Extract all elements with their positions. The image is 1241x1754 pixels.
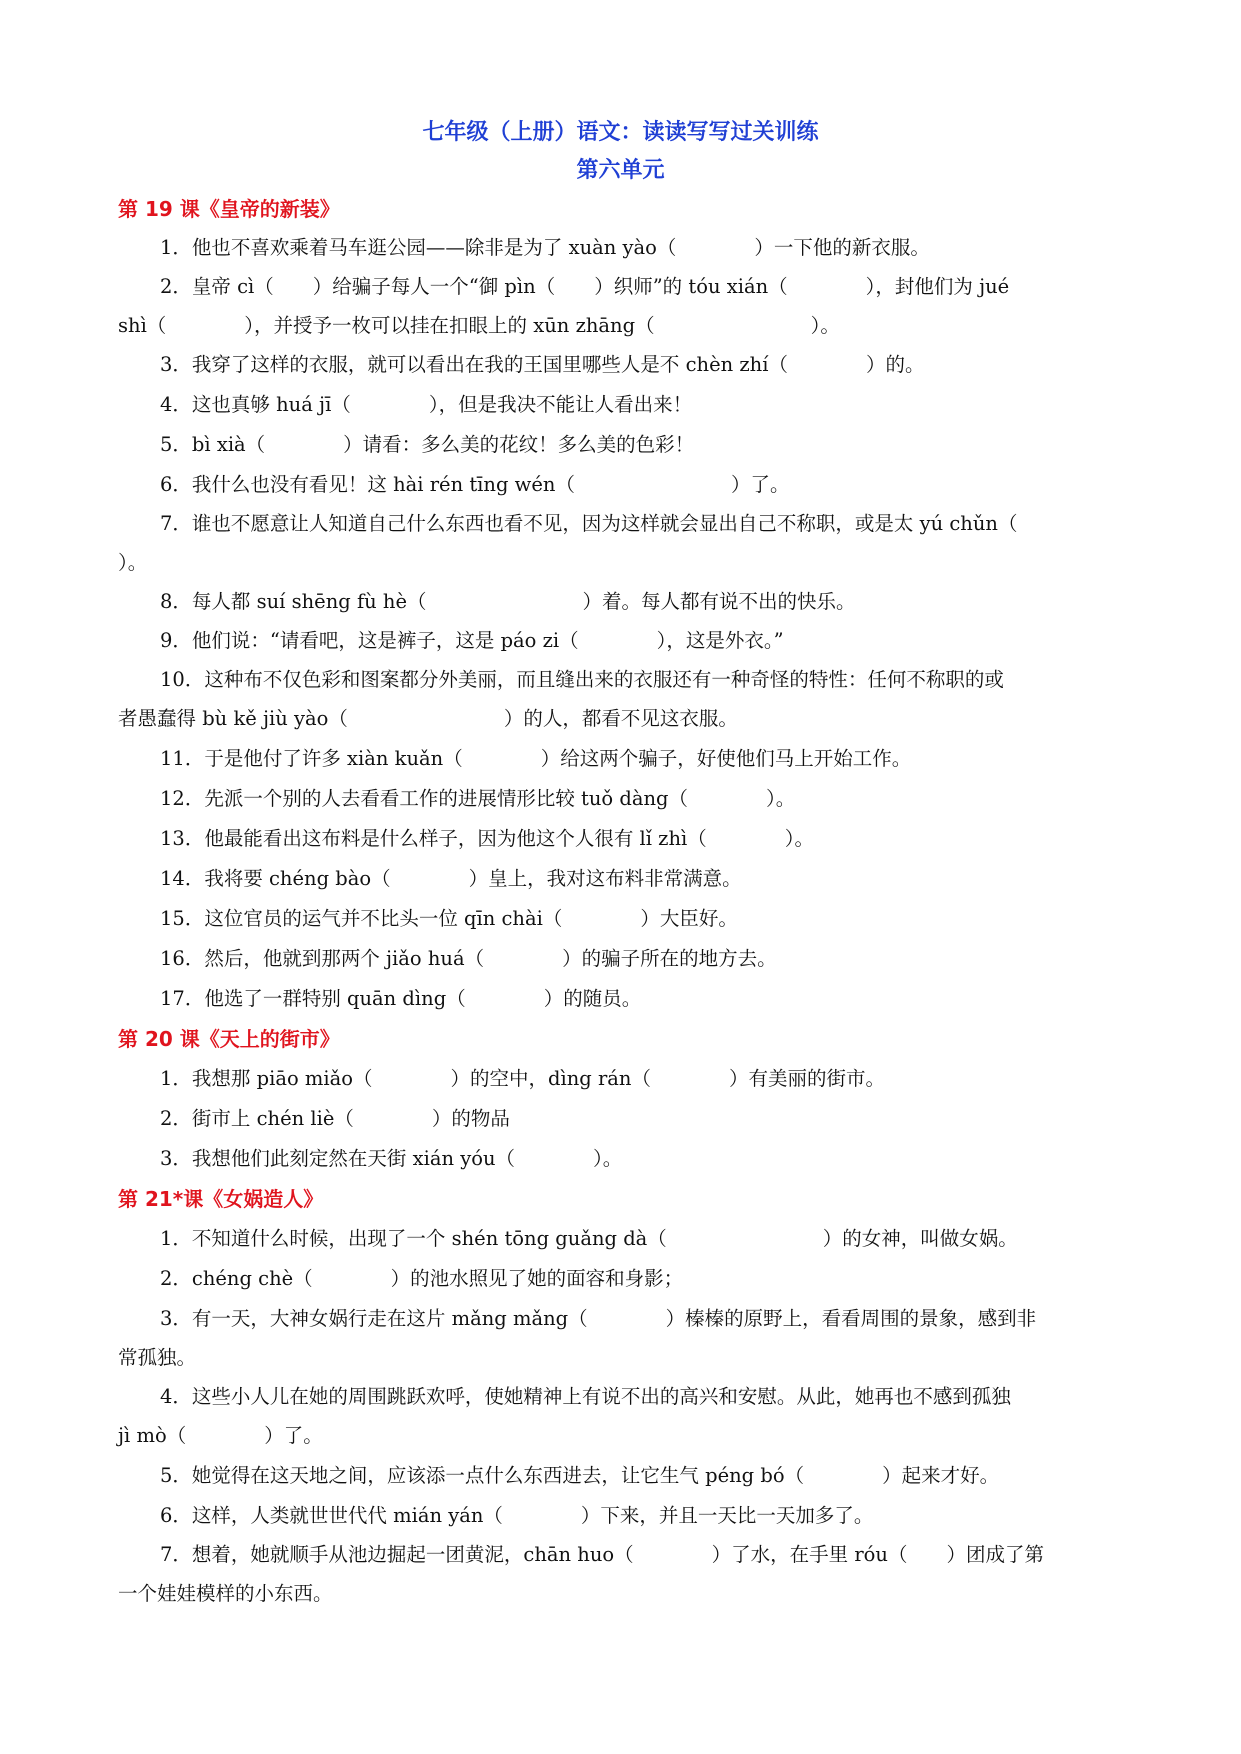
- exercise-line-continued: ）。: [118, 551, 148, 574]
- exercise-line: 1．我想那 piāo miǎo（ ）的空中，dìng rán（ ）有美丽的街市。: [160, 1067, 885, 1090]
- exercise-line-continued: 者愚蠢得 bù kě jiù yào（ ）的人，都看不见这衣服。: [118, 707, 738, 730]
- exercise-line: 6．这样，人类就世世代代 mián yán（ ）下来，并且一天比一天加多了。: [160, 1504, 874, 1527]
- exercise-line-continued: 常孤独。: [118, 1346, 197, 1369]
- exercise-line: 14．我将要 chéng bào（ ）皇上，我对这布料非常满意。: [160, 867, 742, 890]
- exercise-line: 7．谁也不愿意让人知道自己什么东西也看不见，因为这样就会显出自己不称职，或是太 yú chǔn（: [160, 512, 1018, 535]
- exercise-line-continued: jì mò（ ）了。: [118, 1424, 323, 1447]
- exercise-line: 4．这些小人儿在她的周围跳跃欢呼，使她精神上有说不出的高兴和安慰。从此，她再也不感到孤独: [160, 1385, 1011, 1408]
- exercise-line-continued: shì（ ），并授予一枚可以挂在扣眼上的 xūn zhāng（ ）。: [118, 314, 840, 337]
- exercise-line: 1．他也不喜欢乘着马车逛公园——除非是为了 xuàn yào（ ）一下他的新衣服。: [160, 236, 930, 259]
- exercise-line: 17．他选了一群特别 quān dìng（ ）的随员。: [160, 987, 642, 1010]
- exercise-line: 7．想着，她就顺手从池边掘起一团黄泥，chān huo（ ）了水，在手里 róu（ ）团成了第: [160, 1543, 1044, 1566]
- exercise-line: 5．她觉得在这天地之间，应该添一点什么东西进去，让它生气 péng bó（ ）起来才好。: [160, 1464, 1000, 1487]
- exercise-line: 2．皇帝 cì（ ）给骗子每人一个“御 pìn（ ）织师”的 tóu xián（ ），封他们为 jué: [160, 275, 1010, 298]
- exercise-line: 1．不知道什么时候，出现了一个 shén tōng guǎng dà（ ）的女神，叫做女娲。: [160, 1227, 1018, 1250]
- exercise-line: 13．他最能看出这布料是什么样子，因为他这个人很有 lǐ zhì（ ）。: [160, 827, 815, 850]
- exercise-line: 2．街市上 chén liè（ ）的物品: [160, 1107, 510, 1130]
- exercise-line: 3．我想他们此刻定然在天街 xián yóu（ ）。: [160, 1147, 623, 1170]
- exercise-line: 6．我什么也没有看见！这 hài rén tīng wén（ ）了。: [160, 473, 790, 496]
- lesson-heading-19: 第 19 课《皇帝的新装》: [118, 197, 340, 221]
- exercise-line: 2．chéng chè（ ）的池水照见了她的面容和身影；: [160, 1267, 684, 1290]
- unit-subtitle: 第六单元: [576, 158, 665, 183]
- exercise-line: 11．于是他付了许多 xiàn kuǎn（ ）给这两个骗子，好使他们马上开始工作。: [160, 747, 912, 770]
- exercise-line: 3．有一天，大神女娲行走在这片 mǎng mǎng（ ）榛榛的原野上，看看周围的景象，感到非: [160, 1307, 1037, 1330]
- lesson-heading-20: 第 20 课《天上的街市》: [118, 1027, 340, 1051]
- lesson-heading-21: 第 21*课《女娲造人》: [118, 1187, 324, 1211]
- exercise-line: 4．这也真够 huá jī（ ），但是我决不能让人看出来！: [160, 393, 693, 416]
- exercise-line: 16．然后，他就到那两个 jiǎo huá（ ）的骗子所在的地方去。: [160, 947, 777, 970]
- exercise-line-continued: 一个娃娃模样的小东西。: [118, 1582, 333, 1605]
- exercise-line: 12．先派一个别的人去看看工作的进展情形比较 tuǒ dàng（ ）。: [160, 787, 796, 810]
- exercise-line: 10．这种布不仅色彩和图案都分外美丽，而且缝出来的衣服还有一种奇怪的特性：任何不称职的或: [160, 668, 1004, 691]
- exercise-line: 15．这位官员的运气并不比头一位 qīn chài（ ）大臣好。: [160, 907, 738, 930]
- exercise-line: 5．bì xià（ ）请看：多么美的花纹！多么美的色彩！: [160, 433, 695, 456]
- exercise-line: 8．每人都 suí shēng fù hè（ ）着。每人都有说不出的快乐。: [160, 590, 856, 613]
- exercise-line: 9．他们说：“请看吧，这是裤子，这是 páo zi（ ），这是外衣。”: [160, 629, 784, 652]
- exercise-line: 3．我穿了这样的衣服，就可以看出在我的王国里哪些人是不 chèn zhí（ ）的。: [160, 353, 925, 376]
- page-title: 七年级（上册）语文：读读写写过关训练: [422, 120, 819, 145]
